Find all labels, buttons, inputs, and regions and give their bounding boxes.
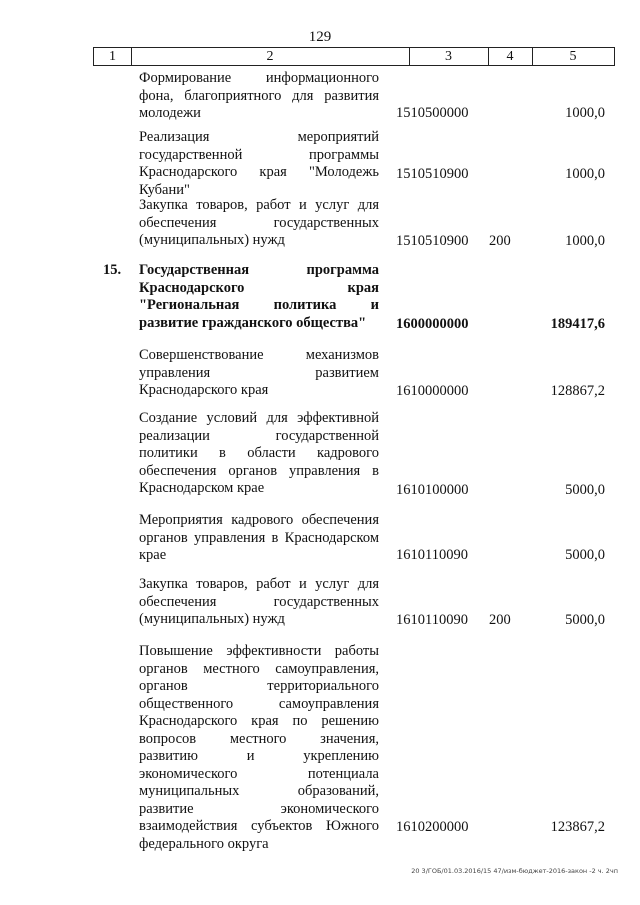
- row-code: 1610000000: [396, 383, 469, 399]
- header-col-4: 4: [506, 49, 514, 64]
- header-col-1: 1: [109, 49, 116, 64]
- row-amount: 128867,2: [550, 383, 605, 399]
- row-amount: 1000,0: [565, 233, 605, 249]
- header-col-2: 2: [266, 49, 274, 64]
- row-code: 1610200000: [396, 819, 469, 835]
- footer-filename: 20 3/ГОБ/01.03.2016/15 47/изм-бюджет-2016-закон -2 ч. 2чп: [411, 867, 618, 875]
- row-code: 1510510900: [396, 166, 469, 182]
- row-name: Совершенствование механизмов управления развитием Краснодарского края: [139, 347, 379, 398]
- row-amount: 1000,0: [565, 105, 605, 121]
- row-name: Реализация мероприятий государственной программы Краснодарского края "Молодежь Кубани": [139, 129, 379, 198]
- row-code: 1600000000: [396, 316, 469, 332]
- row-amount: 5000,0: [565, 612, 605, 628]
- row-group: 200: [489, 233, 511, 249]
- row-name: Закупка товаров, работ и услуг для обеспечения государственных (муниципальных) нужд: [139, 197, 379, 248]
- row-name: Формирование информационного фона, благоприятного для развития молодежи: [139, 70, 379, 121]
- row-name: Мероприятия кадрового обеспечения органов управления в Краснодарском крае: [139, 512, 379, 563]
- row-code: 1510510900: [396, 233, 469, 249]
- row-group: 200: [489, 612, 511, 628]
- row-name: Создание условий для эффективной реализации государственной политики в области кадрового обеспечения органов управления в Краснодарском крае: [139, 410, 379, 496]
- row-name: Закупка товаров, работ и услуг для обеспечения государственных (муниципальных) нужд: [139, 576, 379, 627]
- row-code: 1610110090: [396, 612, 468, 628]
- row-amount: 1000,0: [565, 166, 605, 182]
- row-code: 1510500000: [396, 105, 469, 121]
- row-number: 15.: [103, 262, 122, 278]
- row-amount: 123867,2: [550, 819, 605, 835]
- header-col-5: 5: [569, 49, 577, 64]
- row-amount: 189417,6: [550, 316, 605, 332]
- row-amount: 5000,0: [565, 482, 605, 498]
- row-name: Государственная программа Краснодарского края "Региональная политика и развитие гражданского общества": [139, 262, 379, 331]
- row-amount: 5000,0: [565, 547, 605, 563]
- row-name: Повышение эффективности работы органов местного самоуправления, органов территориального общественного самоуправления Краснодарского края по решению вопросов местного значения, развитию и укреплению экономического потенциала муниципальных образований, развитие экономического взаимодействия субъектов Южного федерального округа: [139, 643, 379, 852]
- page-number: 129: [308, 29, 332, 45]
- header-col-3: 3: [445, 49, 452, 64]
- row-code: 1610110090: [396, 547, 468, 563]
- table-header: [93, 47, 615, 66]
- row-code: 1610100000: [396, 482, 469, 498]
